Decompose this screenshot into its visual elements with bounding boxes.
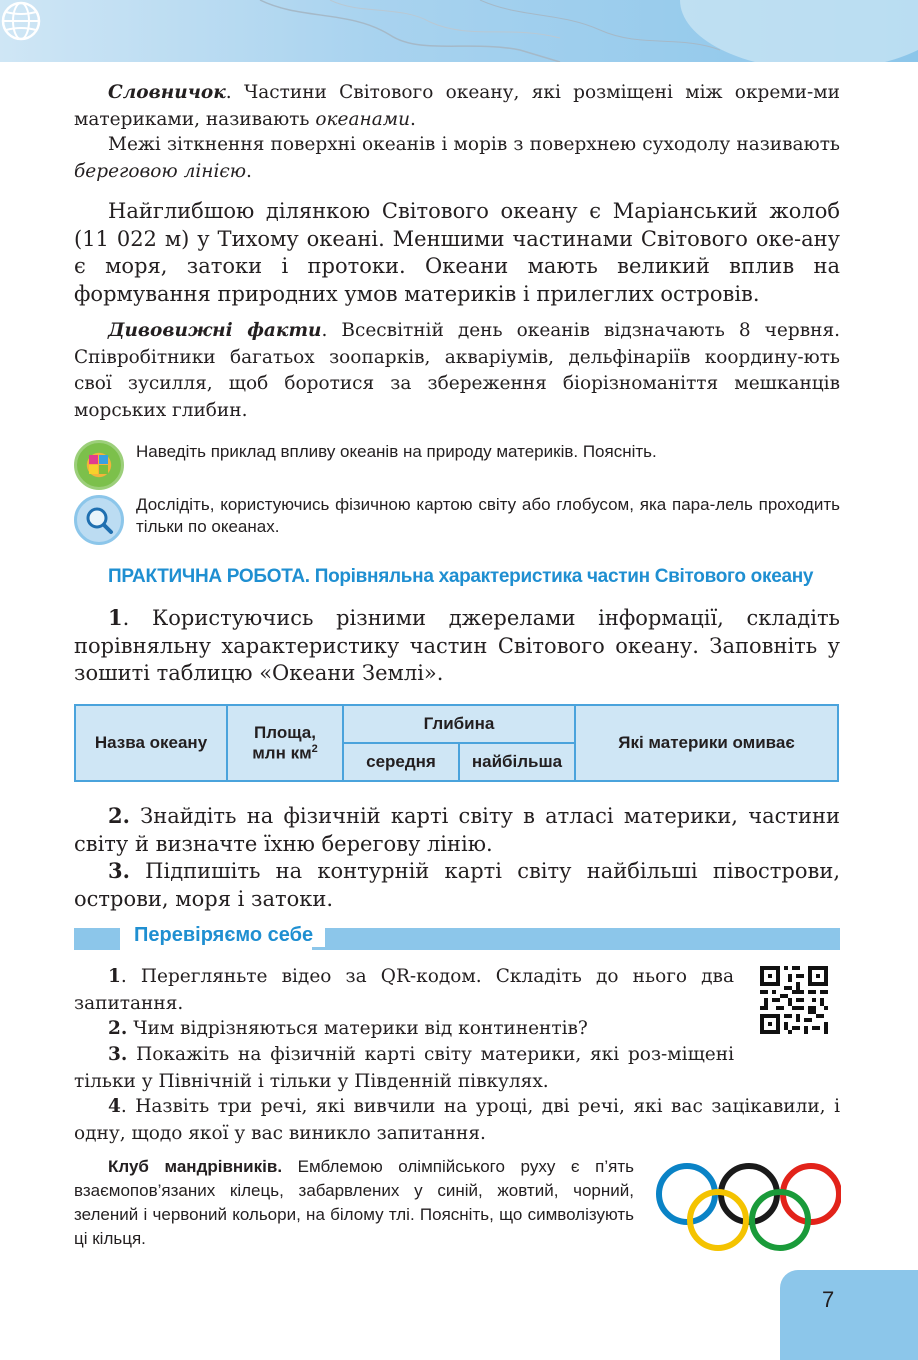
practical-step-2 <box>74 802 840 858</box>
col-header-area <box>227 705 343 781</box>
practical-step-3 <box>74 857 840 913</box>
question-number: 3. <box>108 1044 128 1065</box>
question-text: . Перегляньте відео за QR-кодом. Складіть до нього два запитання. <box>74 966 734 1014</box>
check-question-4 <box>74 1094 840 1147</box>
question-text: . Назвіть три речі, які вивчили на уроці, дві речі, які вас зацікавили, і одну, щодо якої у вас виникло запитання. <box>74 1096 840 1144</box>
col-header-name: Назва океану <box>75 705 227 781</box>
puzzle-icon <box>74 440 124 490</box>
question-number: 4 <box>108 1096 121 1117</box>
main-paragraph: Найглибшою ділянкою Світового океану є Маріанський жолоб (11 022 м) у Тихому океані. Меншими частинами Світового оке-ану є моря, затоки і протоки. Океани мають великий вплив на формування природних умов материків і прилеглих островів. <box>74 199 840 306</box>
page-number-tab <box>780 1270 918 1360</box>
page-number: 7 <box>822 1287 835 1312</box>
area-label: Площа, <box>254 722 316 742</box>
glossary-paragraph-2: Межі зіткнення поверхні океанів і морів з поверхнею суходолу називають береговою лінією. <box>74 134 840 182</box>
olympic-rings-image <box>655 1160 841 1252</box>
step-text: . Користуючись різними джерелами інформації, складіть порівняльну характеристику частин Світового океану. Заповніть у зошиті таблицю «Океани Землі». <box>74 606 840 685</box>
check-question-3 <box>74 1042 734 1095</box>
question-text: Покажіть на фізичній карті світу материки, які роз-міщені тільки у Північній і тільки у Південній півкулях. <box>74 1044 734 1092</box>
step-number: 3. <box>108 858 130 883</box>
facts-paragraph <box>74 318 840 424</box>
task-1: Наведіть приклад впливу океанів на природу материків. Поясніть. <box>136 442 657 461</box>
step-text: Підпишіть на контурній карті світу найбільші півострови, острови, моря і затоки. <box>74 859 840 911</box>
question-number: 2. <box>108 1018 128 1039</box>
glossary-term: Словничок <box>108 82 226 103</box>
check-question-2 <box>74 1016 840 1043</box>
col-header-continents: Які материки омиває <box>575 705 838 781</box>
header-map-band <box>0 0 918 62</box>
col-header-depth-max: найбільша <box>459 743 575 781</box>
facts-text: . Всесвітній день океанів відзначають 8 червня. Співробітники багатьох зоопарків, акваріумів, дельфінаріїв координу-ють свої зусилля, щоб боротися за збереження біорізноманіття мешканців морських глибин. <box>74 320 840 421</box>
step-number: 1 <box>108 605 123 630</box>
question-number: 1 <box>108 966 121 987</box>
globe-icon <box>0 0 42 42</box>
check-section-title: Перевіряємо себе <box>122 924 325 947</box>
glossary-term-coastline: береговою лінією <box>74 160 247 182</box>
glossary-paragraph-1: Словничок. Частини Світового океану, які розміщені між окреми-ми материками, називають океанами. <box>74 82 840 130</box>
club-paragraph <box>74 1155 634 1251</box>
area-unit: млн км <box>252 743 312 763</box>
glossary-term-oceans: океанами <box>315 108 411 130</box>
practical-heading: ПРАКТИЧНА РОБОТА. Порівняльна характеристика частин Світового океану <box>108 566 814 587</box>
club-term: Клуб мандрівників. <box>108 1157 283 1176</box>
oceans-table <box>74 704 839 782</box>
check-question-1 <box>74 964 734 1017</box>
step-number: 2. <box>108 803 130 828</box>
magnifier-icon <box>74 495 124 545</box>
facts-term: Дивовижні факти <box>108 320 322 341</box>
practical-step-1 <box>74 604 840 688</box>
question-text: Чим відрізняються материки від континентів? <box>127 1018 588 1039</box>
area-sup: 2 <box>311 742 318 755</box>
task-2: Дослідіть, користуючись фізичною картою світу або глобусом, яка пара-лель проходить тільки по океанах. <box>136 495 840 536</box>
club-text: Емблемою олімпійського руху є п’ять взаємопов’язаних кілець, забарвлених у синій, жовтий, чорний, зелений і червоний кольори, на білому тлі. Поясніть, що символізують ці кільця. <box>74 1157 634 1248</box>
section-band-right <box>312 928 840 950</box>
col-header-depth-avg: середня <box>343 743 459 781</box>
map-decoration <box>0 0 918 62</box>
glossary-text-2: Межі зіткнення поверхні океанів і морів з поверхнею суходолу називають <box>108 134 840 155</box>
step-text: Знайдіть на фізичній карті світу в атласі материки, частини світу й визначте їхню берегову лінію. <box>74 804 840 856</box>
glossary-text: . Частини Світового океану, які розміщені між окреми-ми материками, називають <box>74 82 840 130</box>
section-band-left <box>74 928 120 950</box>
col-header-depth: Глибина <box>343 705 575 743</box>
